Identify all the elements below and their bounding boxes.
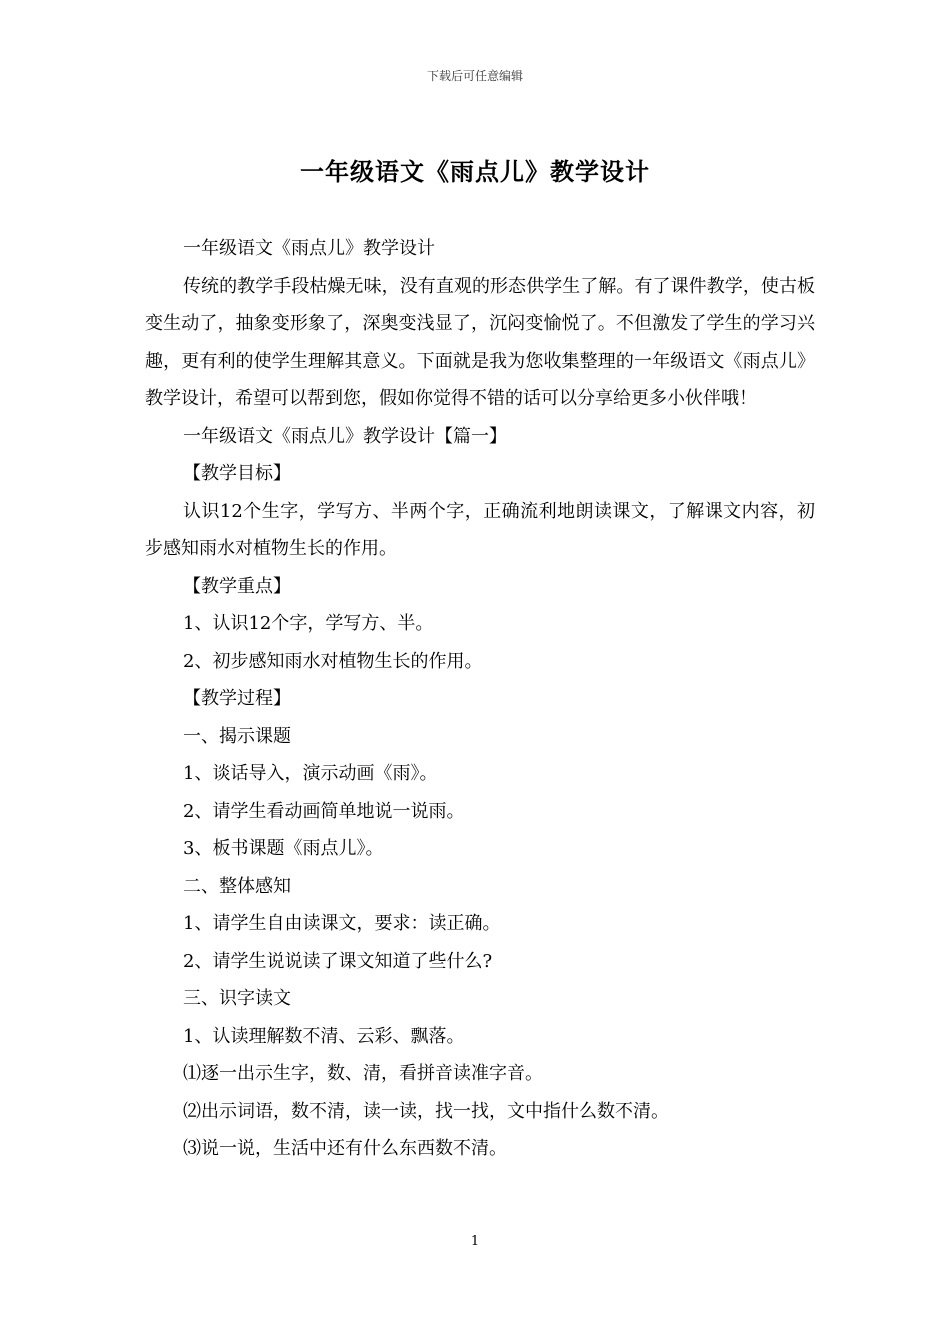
document-body [145,230,815,1168]
heading-teaching-goals: 【教学目标】 [183,463,291,484]
paragraph-subtitle: 一年级语文《雨点儿》教学设计 [183,238,435,259]
list-item-step-2-2: 2、请学生说说读了课文知道了些什么? [183,950,493,972]
list-item-focus-2: 2、初步感知雨水对植物生长的作用。 [183,650,483,672]
paragraph-teaching-goals: 认识12个生字，学写方、半两个字，正确流利地朗读课文，了解课文内容，初步感知雨水对植物生长的作用。 [145,500,815,559]
list-item-step-3-1-b: ⑵出示词语，数不清，读一读，找一找，文中指什么数不清。 [183,1100,669,1122]
list-item-step-1-2: 2、请学生看动画简单地说一说雨。 [183,800,465,822]
page-number: 1 [470,1234,480,1249]
heading-teaching-process: 【教学过程】 [183,688,291,709]
page-header-note: 下载后可任意编辑 [426,69,523,83]
heading-step-1: 一、揭示课题 [183,725,291,747]
heading-step-2: 二、整体感知 [183,875,291,897]
document-title: 一年级语文《雨点儿》教学设计 [300,157,650,186]
paragraph-intro: 传统的教学手段枯燥无味，没有直观的形态供学生了解。有了课件教学，使古板变生动了，抽象变形象了，深奥变浅显了，沉闷变愉悦了。不但激发了学生的学习兴趣，更有利的使学生理解其意义。下面就是我为您收集整理的一年级语文《雨点儿》教学设计，希望可以帮到您，假如你觉得不错的话可以分享给更多小伙伴哦！ [145,275,815,409]
heading-step-3: 三、识字读文 [183,988,291,1009]
list-item-step-1-3: 3、板书课题《雨点儿》。 [183,838,384,859]
paragraph-section-title: 一年级语文《雨点儿》教学设计【篇一】 [183,425,507,447]
list-item-step-3-1-c: ⑶说一说，生活中还有什么东西数不清。 [183,1138,507,1159]
list-item-step-2-1: 1、请学生自由读课文，要求：读正确。 [183,913,501,934]
list-item-step-3-1-a: ⑴逐一出示生字，数、清，看拼音读准字音。 [183,1063,543,1084]
list-item-focus-1: 1、认识12个字，学写方、半。 [183,613,434,634]
heading-teaching-focus: 【教学重点】 [183,575,291,597]
list-item-step-3-1: 1、认读理解数不清、云彩、飘落。 [183,1025,465,1047]
list-item-step-1-1: 1、谈话导入，演示动画《雨》。 [183,763,438,784]
